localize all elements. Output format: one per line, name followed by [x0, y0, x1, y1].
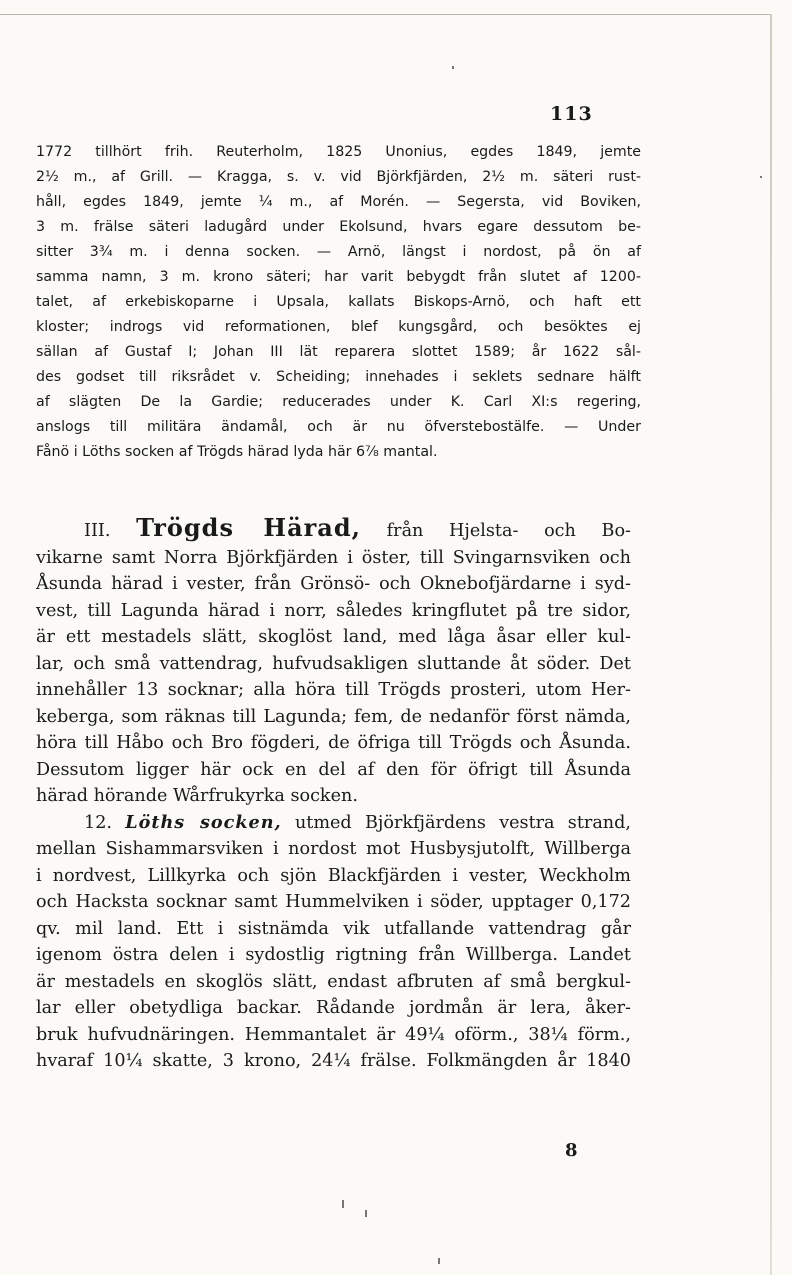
text-line: 1772 tillhört frih. Reuterholm, 1825 Unonius, egdes 1849, jemte [36, 144, 641, 160]
page-number: 113 [550, 103, 593, 125]
text-line: anslogs till militära ändamål, och är nu öfverstebostälfe. — Under [36, 419, 641, 435]
main-text-block [36, 515, 631, 1075]
text-line: lar, och små vattendrag, hufvudsakligen sluttande åt söder. Det [36, 653, 631, 674]
scan-edge-right [770, 14, 772, 1275]
speck [452, 66, 454, 69]
text-line: Dessutom ligger här ock en del af den för öfrigt till Åsunda [36, 759, 631, 780]
text-line: igenom östra delen i sydostlig rigtning från Willberga. Landet [36, 945, 631, 965]
section-iii-heading-line [36, 515, 631, 545]
section-12-numeral: 12. [84, 812, 112, 833]
text-line: mellan Sishammarsviken i nordost mot Husbysjutolft, Willberga [36, 839, 631, 859]
text-line: lar eller obetydliga backar. Rådande jordmån är lera, åker- [36, 998, 631, 1018]
speck [438, 1258, 440, 1264]
section-12-title: Löths socken, [125, 811, 282, 833]
text-line: innehåller 13 socknar; alla höra till Trögds prosteri, utom Her- [36, 680, 631, 700]
text-line: qv. mil land. Ett i sistnämda vik utfallande vattendrag går [36, 918, 631, 939]
text-line: af slägten De la Gardie; reducerades under K. Carl XI:s regering, [36, 394, 641, 410]
text-line: des godset till riksrådet v. Scheiding; innehades i seklets sednare hälft [36, 369, 641, 385]
section-12-heading-line [36, 810, 631, 837]
text-line: härad hörande Wårfrukyrka socken. [36, 786, 358, 806]
text-line: håll, egdes 1849, jemte ¼ m., af Morén. — Segersta, vid Boviken, [36, 194, 641, 210]
text-line: sitter 3¾ m. i denna socken. — Arnö, längst i nordost, på ön af [36, 244, 641, 260]
text-line: i nordvest, Lillkyrka och sjön Blackfjärden i vester, Weckholm [36, 865, 631, 886]
speck [342, 1200, 344, 1208]
signature-mark: 8 [565, 1140, 578, 1161]
text-line: är mestadels en skoglös slätt, endast afbruten af små bergkul- [36, 971, 631, 992]
text-line: 2½ m., af Grill. — Kragga, s. v. vid Björkfjärden, 2½ m. säteri rust- [36, 169, 641, 185]
text-line: keberga, som räknas till Lagunda; fem, de nedanför först nämda, [36, 706, 631, 727]
small-print-paragraph [36, 140, 641, 465]
text-line: höra till Håbo och Bro fögderi, de öfriga till Trögds och Åsunda. [36, 733, 631, 753]
text-line: samma namn, 3 m. krono säteri; har varit bebygdt från slutet af 1200- [36, 269, 641, 285]
section-iii-first-line: från Hjelsta- och Bo- [386, 521, 632, 541]
scan-edge-top [0, 14, 770, 15]
text-line: hvaraf 10¼ skatte, 3 krono, 24¼ frälse. Folkmängden år 1840 [36, 1051, 631, 1071]
text-line: är ett mestadels slätt, skoglöst land, med låga åsar eller kul- [36, 627, 631, 647]
text-line: talet, af erkebiskoparne i Upsala, kallats Biskops-Arnö, och haft ett [36, 294, 641, 310]
text-line: bruk hufvudnäringen. Hemmantalet är 49¼ oförm., 38¼ förm., [36, 1024, 631, 1045]
section-iii-title: Trögds Härad, [136, 513, 361, 542]
text-line: vest, till Lagunda härad i norr, således kringflutet på tre sidor, [36, 600, 631, 621]
text-line: vikarne samt Norra Björkfjärden i öster, till Svingarnsviken och [36, 547, 631, 568]
speck [760, 176, 762, 178]
text-line: Åsunda härad i vester, från Grönsö- och Oknebofjärdarne i syd- [36, 574, 631, 594]
text-line: sällan af Gustaf I; Johan III lät reparera slottet 1589; år 1622 sål- [36, 344, 641, 360]
text-line: kloster; indrogs vid reformationen, blef kungsgård, och besöktes ej [36, 319, 641, 335]
text-line: Fånö i Löths socken af Trögds härad lyda här 6⅞ mantal. [36, 444, 438, 460]
section-12-first-line: utmed Björkfjärdens vestra strand, [294, 812, 631, 833]
speck [365, 1210, 367, 1217]
text-line: och Hacksta socknar samt Hummelviken i söder, upptager 0,172 [36, 892, 631, 912]
text-line: 3 m. frälse säteri ladugård under Ekolsund, hvars egare dessutom be- [36, 219, 641, 235]
section-iii-numeral: III. [84, 521, 111, 541]
